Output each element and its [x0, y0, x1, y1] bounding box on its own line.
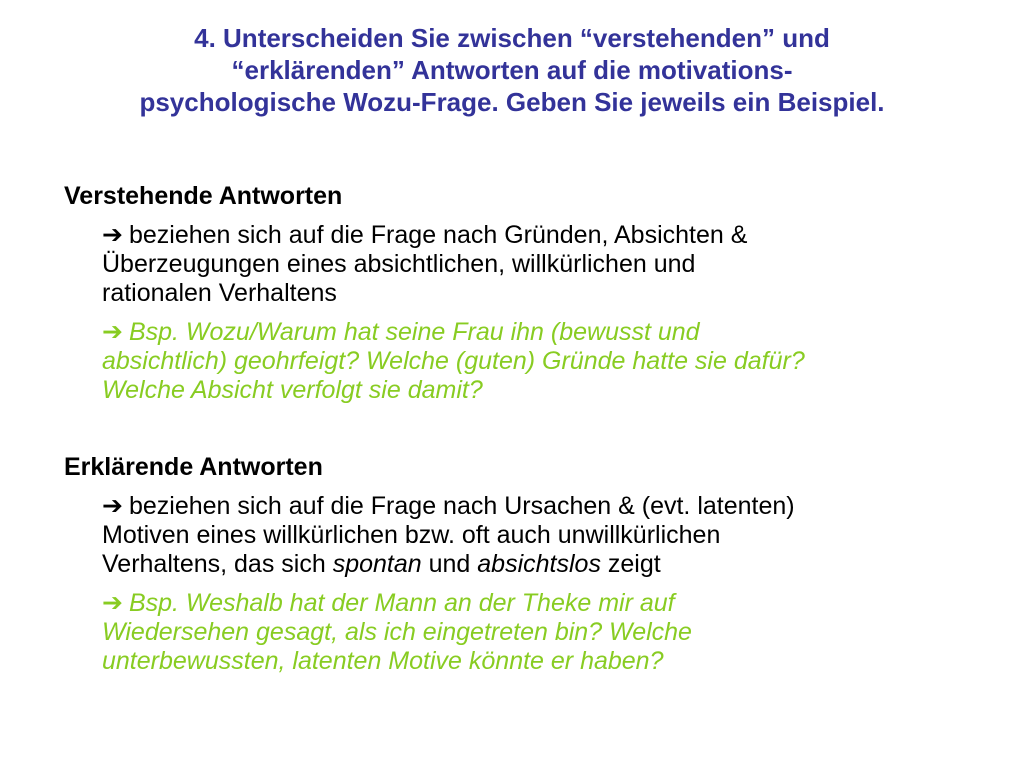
example-paragraph: ➔ Bsp. Wozu/Warum hat seine Frau ihn (bewusst und absichtlich) geohrfeigt? Welche (guten) Gründe hatte sie dafür? Welche Absicht verfolgt sie damit?: [102, 318, 805, 404]
arrow-icon: ➔: [102, 492, 123, 520]
section-erklaerende-antworten: [64, 452, 994, 676]
title-line: “erklärenden” Antworten auf die motivations-: [231, 55, 793, 85]
example-paragraph: ➔ Bsp. Weshalb hat der Mann an der Theke mir auf Wiedersehen gesagt, als ich eingetreten bin? Welche unterbewussten, latenten Motive könnte er haben?: [102, 589, 692, 675]
description-paragraph: ➔ beziehen sich auf die Frage nach Ursachen & (evt. latenten) Motiven eines willkürlichen bzw. oft auch unwillkürlichen Verhaltens, das sich spontan und absichtslos zeigt: [102, 492, 795, 578]
section-heading: Verstehende Antworten: [64, 182, 343, 210]
section-heading: Erklärende Antworten: [64, 453, 323, 481]
arrow-icon: ➔: [102, 221, 123, 249]
arrow-icon: ➔: [102, 589, 123, 617]
emphasis-spontan: spontan: [332, 550, 422, 578]
slide-title: [40, 22, 984, 118]
emphasis-absichtslos: absichtslos: [477, 550, 601, 578]
title-line: psychologische Wozu-Frage. Geben Sie jeweils ein Beispiel.: [139, 87, 885, 117]
section-verstehende-antworten: [64, 181, 994, 405]
title-line: 4. Unterscheiden Sie zwischen “verstehenden” und: [194, 23, 830, 53]
description-paragraph: ➔ beziehen sich auf die Frage nach Gründen, Absichten & Überzeugungen eines absichtlichen, willkürlichen und rationalen Verhaltens: [102, 221, 748, 307]
arrow-icon: ➔: [102, 318, 123, 346]
